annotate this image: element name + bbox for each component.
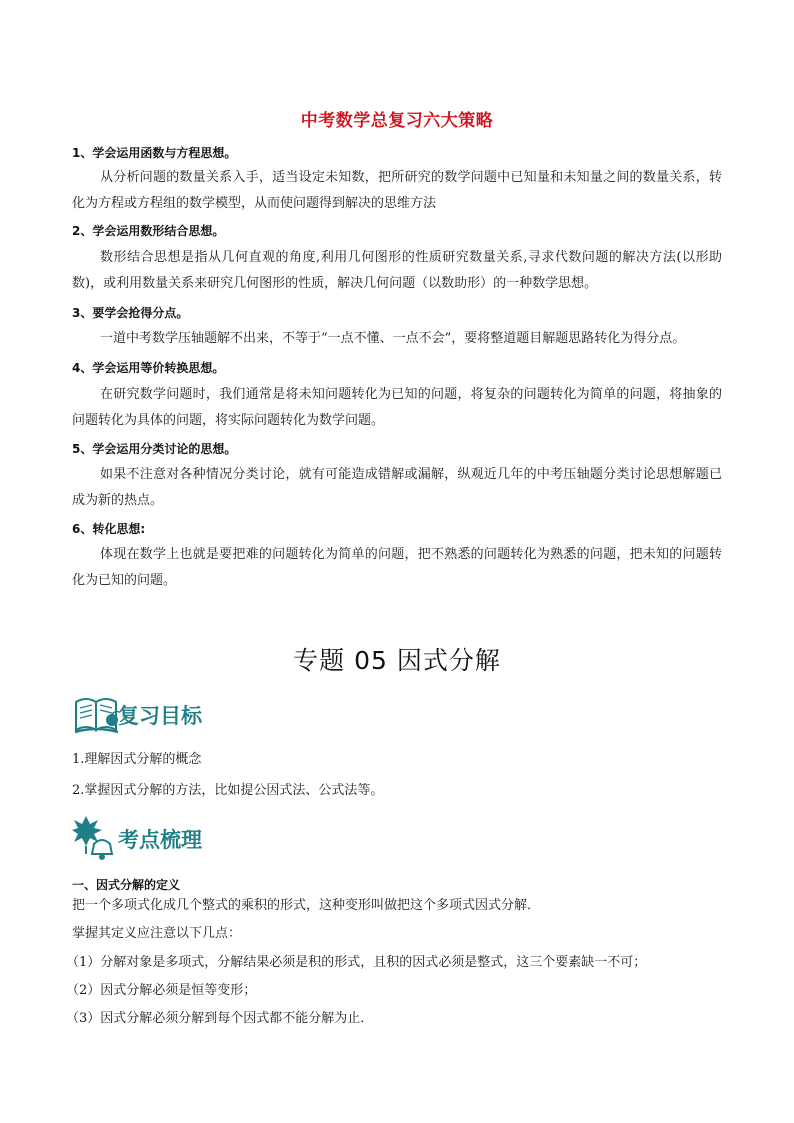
topic-title: 专题 05 因式分解 bbox=[293, 646, 501, 675]
strategy-2-body: 数形结合思想是指从几何直观的角度,利用几何图形的性质研究数量关系,寻求代数问题的解决方法(以形助数)，或利用数量关系来研究几何图形的性质，解决几何问题（以数助形）的一种数学思想。 bbox=[72, 250, 722, 291]
review-banner-label: 复习目标 bbox=[118, 704, 202, 728]
section-one-note-1: （1）分解对象是多项式，分解结果必须是积的形式，且积的因式必须是整式，这三个要素缺一不可； bbox=[66, 955, 647, 970]
strategy-4-heading: 4、学会运用等价转换思想。 bbox=[72, 361, 225, 375]
objective-2: 2.掌握因式分解的方法，比如提公因式法、公式法等。 bbox=[72, 783, 384, 798]
strategy-6-heading: 6、转化思想: bbox=[72, 522, 146, 536]
strategy-1-heading: 1、学会运用函数与方程思想。 bbox=[72, 146, 237, 160]
strategy-2-heading: 2、学会运用数形结合思想。 bbox=[72, 224, 225, 238]
strategy-1-body: 从分析问题的数量关系入手，适当设定未知数，把所研究的数学问题中已知量和未知量之间的数量关系，转化为方程或方程组的数学模型，从而使问题得到解决的思维方法 bbox=[72, 170, 722, 211]
section-one-definition: 把一个多项式化成几个整式的乘积的形式，这种变形叫做把这个多项式因式分解． bbox=[72, 898, 541, 913]
strategy-3-heading: 3、要学会抢得分点。 bbox=[72, 306, 189, 320]
section-one-note-2: （2）因式分解必须是恒等变形； bbox=[66, 983, 257, 998]
strategy-3-body: 一道中考数学压轴题解不出来，不等于“一点不懂、一点不会”，要将整道题目解题思路转化为得分点。 bbox=[100, 331, 686, 346]
strategy-4-body: 在研究数学问题时，我们通常是将未知问题转化为已知的问题，将复杂的问题转化为简单的问题，将抽象的问题转化为具体的问题，将实际问题转化为数学问题。 bbox=[72, 387, 722, 428]
section-one-note-3: （3）因式分解必须分解到每个因式都不能分解为止． bbox=[66, 1011, 374, 1026]
main-title: 中考数学总复习六大策略 bbox=[300, 111, 494, 131]
points-banner-label: 考点梳理 bbox=[118, 828, 202, 852]
strategy-6-body: 体现在数学上也就是要把难的问题转化为简单的问题，把不熟悉的问题转化为熟悉的问题，把未知的问题转化为已知的问题。 bbox=[72, 547, 722, 588]
section-one-heading: 一、因式分解的定义 bbox=[72, 878, 181, 892]
points-banner bbox=[72, 812, 292, 862]
objective-1: 1.理解因式分解的概念 bbox=[72, 752, 202, 767]
strategy-5-heading: 5、学会运用分类讨论的思想。 bbox=[72, 442, 237, 456]
strategy-5-body: 如果不注意对各种情况分类讨论，就有可能造成错解或漏解，纵观近几年的中考压轴题分类讨论思想解题已成为新的热点。 bbox=[72, 467, 722, 508]
open-book-icon bbox=[72, 690, 122, 740]
maple-leaf-bell-icon bbox=[72, 812, 122, 862]
review-banner bbox=[72, 690, 292, 740]
section-one-note-intro: 掌握其定义应注意以下几点： bbox=[72, 926, 242, 941]
